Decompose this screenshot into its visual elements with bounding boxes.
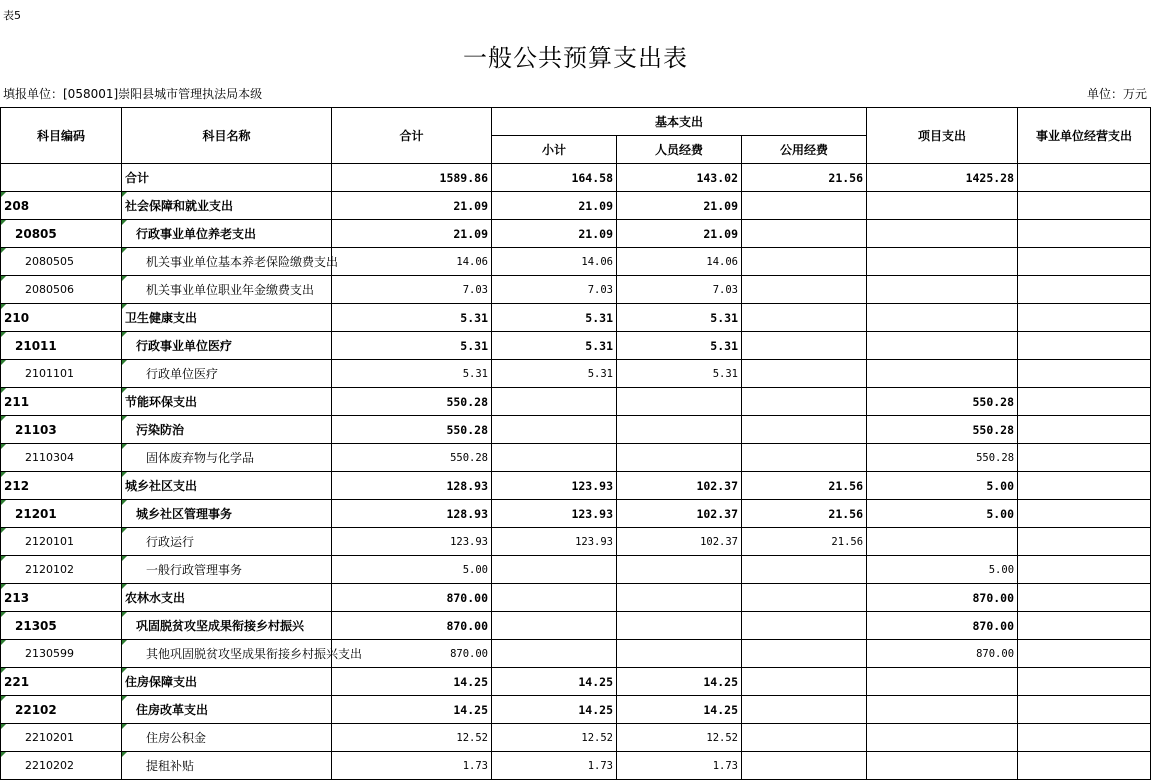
cell-project: 870.00 [867,640,1018,668]
cell-business [1018,668,1151,696]
page-title: 一般公共预算支出表 [463,44,688,72]
cell-subtotal: 7.03 [492,276,617,304]
cell-code: 212 [1,472,122,500]
table-row [1,640,1151,668]
table-row [1,220,1151,248]
cell-public [742,696,867,724]
cell-public [742,220,867,248]
cell-code: 21201 [1,500,122,528]
cell-business [1018,248,1151,276]
cell-name: 机关事业单位职业年金缴费支出 [122,276,332,304]
cell-subtotal: 12.52 [492,724,617,752]
cell-project [867,304,1018,332]
cell-code: 21011 [1,332,122,360]
cell-personnel [617,584,742,612]
cell-public: 21.56 [742,472,867,500]
cell-total: 550.28 [332,416,492,444]
cell-project [867,724,1018,752]
cell-personnel: 5.31 [617,360,742,388]
cell-subtotal: 5.31 [492,304,617,332]
cell-personnel: 12.52 [617,724,742,752]
table-row [1,668,1151,696]
cell-project [867,668,1018,696]
cell-project: 870.00 [867,584,1018,612]
table-row [1,696,1151,724]
cell-subtotal: 123.93 [492,528,617,556]
cell-business [1018,388,1151,416]
cell-name: 污染防治 [122,416,332,444]
cell-code: 2110304 [1,444,122,472]
cell-project: 870.00 [867,612,1018,640]
cell-name: 巩固脱贫攻坚成果衔接乡村振兴 [122,612,332,640]
cell-code: 210 [1,304,122,332]
cell-public: 21.56 [742,528,867,556]
cell-public: 21.56 [742,500,867,528]
table-row [1,416,1151,444]
cell-public [742,556,867,584]
cell-subtotal: 14.25 [492,696,617,724]
cell-business [1018,416,1151,444]
cell-personnel: 5.31 [617,304,742,332]
cell-name: 合计 [122,164,332,192]
cell-personnel [617,388,742,416]
cell-subtotal: 5.31 [492,332,617,360]
cell-personnel: 14.06 [617,248,742,276]
cell-name: 城乡社区管理事务 [122,500,332,528]
cell-business [1018,640,1151,668]
header-name: 科目名称 [122,108,332,164]
cell-project [867,752,1018,780]
currency-unit: 单位：万元 [1086,87,1147,101]
cell-public [742,668,867,696]
cell-project [867,696,1018,724]
table-row [1,724,1151,752]
cell-total: 128.93 [332,500,492,528]
cell-personnel [617,612,742,640]
table-body [1,164,1151,780]
cell-total: 870.00 [332,612,492,640]
cell-business [1018,584,1151,612]
cell-name: 住房公积金 [122,724,332,752]
cell-subtotal: 21.09 [492,192,617,220]
cell-code: 21103 [1,416,122,444]
header-project: 项目支出 [867,108,1018,164]
cell-code: 2210202 [1,752,122,780]
cell-business [1018,192,1151,220]
cell-project [867,332,1018,360]
cell-public [742,584,867,612]
cell-code: 2080505 [1,248,122,276]
cell-personnel: 102.37 [617,500,742,528]
cell-name: 机关事业单位基本养老保险缴费支出 [122,248,332,276]
cell-personnel: 143.02 [617,164,742,192]
cell-subtotal: 14.25 [492,668,617,696]
table-row [1,752,1151,780]
cell-personnel: 14.25 [617,668,742,696]
header-total: 合计 [332,108,492,164]
cell-name: 农林水支出 [122,584,332,612]
table-row [1,528,1151,556]
cell-code: 20805 [1,220,122,248]
cell-business [1018,332,1151,360]
cell-subtotal: 123.93 [492,472,617,500]
table-row [1,388,1151,416]
cell-personnel: 1.73 [617,752,742,780]
cell-public [742,640,867,668]
cell-project: 1425.28 [867,164,1018,192]
reporting-unit: 填报单位：[058001]崇阳县城市管理执法局本级 [3,87,263,101]
cell-code: 2101101 [1,360,122,388]
table-row [1,248,1151,276]
cell-code: 208 [1,192,122,220]
cell-business [1018,556,1151,584]
cell-project: 550.28 [867,416,1018,444]
cell-public [742,752,867,780]
cell-project: 5.00 [867,472,1018,500]
header-public: 公用经费 [742,136,867,164]
cell-subtotal [492,416,617,444]
cell-project [867,192,1018,220]
table-row [1,444,1151,472]
table-row [1,472,1151,500]
cell-total: 21.09 [332,192,492,220]
cell-business [1018,276,1151,304]
table-row [1,584,1151,612]
cell-subtotal [492,640,617,668]
cell-subtotal [492,612,617,640]
cell-business [1018,612,1151,640]
cell-total: 5.31 [332,304,492,332]
cell-public [742,304,867,332]
cell-total: 12.52 [332,724,492,752]
cell-personnel: 5.31 [617,332,742,360]
cell-business [1018,528,1151,556]
cell-name: 一般行政管理事务 [122,556,332,584]
cell-subtotal [492,584,617,612]
cell-project: 550.28 [867,444,1018,472]
cell-total: 870.00 [332,640,492,668]
cell-code: 211 [1,388,122,416]
table-row [1,164,1151,192]
cell-total: 1589.86 [332,164,492,192]
cell-personnel [617,640,742,668]
cell-project [867,276,1018,304]
cell-total: 21.09 [332,220,492,248]
table-row [1,612,1151,640]
cell-personnel: 102.37 [617,472,742,500]
cell-business [1018,164,1151,192]
cell-code: 2210201 [1,724,122,752]
cell-total: 14.25 [332,668,492,696]
cell-name: 固体废弃物与化学品 [122,444,332,472]
cell-subtotal: 164.58 [492,164,617,192]
table-row [1,304,1151,332]
cell-name: 住房改革支出 [122,696,332,724]
cell-public [742,444,867,472]
cell-public [742,332,867,360]
header-subtotal: 小计 [492,136,617,164]
cell-name: 社会保障和就业支出 [122,192,332,220]
cell-code: 2080506 [1,276,122,304]
cell-subtotal: 21.09 [492,220,617,248]
cell-subtotal: 5.31 [492,360,617,388]
cell-business [1018,220,1151,248]
cell-name: 提租补贴 [122,752,332,780]
cell-code [1,164,122,192]
table-row [1,332,1151,360]
cell-name: 城乡社区支出 [122,472,332,500]
cell-total: 550.28 [332,388,492,416]
cell-business [1018,752,1151,780]
cell-code: 21305 [1,612,122,640]
cell-personnel [617,444,742,472]
cell-public [742,192,867,220]
table-row [1,500,1151,528]
cell-code: 213 [1,584,122,612]
table-row [1,276,1151,304]
table-row [1,192,1151,220]
cell-total: 5.00 [332,556,492,584]
cell-public [742,416,867,444]
cell-name: 行政事业单位养老支出 [122,220,332,248]
cell-personnel: 102.37 [617,528,742,556]
header-personnel: 人员经费 [617,136,742,164]
cell-total: 5.31 [332,360,492,388]
table-row [1,360,1151,388]
cell-total: 5.31 [332,332,492,360]
cell-name: 住房保障支出 [122,668,332,696]
cell-total: 550.28 [332,444,492,472]
cell-code: 2130599 [1,640,122,668]
cell-project [867,248,1018,276]
cell-name: 行政事业单位医疗 [122,332,332,360]
cell-code: 22102 [1,696,122,724]
cell-business [1018,472,1151,500]
cell-name: 行政单位医疗 [122,360,332,388]
cell-subtotal: 14.06 [492,248,617,276]
cell-public: 21.56 [742,164,867,192]
cell-public [742,724,867,752]
header-business: 事业单位经营支出 [1018,108,1151,164]
cell-subtotal: 123.93 [492,500,617,528]
cell-personnel: 7.03 [617,276,742,304]
cell-project: 5.00 [867,500,1018,528]
cell-personnel: 14.25 [617,696,742,724]
cell-total: 14.06 [332,248,492,276]
cell-business [1018,304,1151,332]
cell-code: 221 [1,668,122,696]
cell-project [867,220,1018,248]
cell-personnel [617,556,742,584]
cell-business [1018,696,1151,724]
cell-public [742,248,867,276]
header-basic: 基本支出 [492,108,867,136]
cell-total: 123.93 [332,528,492,556]
cell-public [742,276,867,304]
cell-project: 5.00 [867,556,1018,584]
cell-project: 550.28 [867,388,1018,416]
cell-code: 2120101 [1,528,122,556]
cell-total: 14.25 [332,696,492,724]
cell-business [1018,724,1151,752]
cell-subtotal [492,388,617,416]
cell-personnel: 21.09 [617,220,742,248]
cell-code: 2120102 [1,556,122,584]
cell-name: 其他巩固脱贫攻坚成果衔接乡村振兴支出 [122,640,332,668]
cell-public [742,612,867,640]
cell-name: 节能环保支出 [122,388,332,416]
cell-subtotal: 1.73 [492,752,617,780]
cell-personnel: 21.09 [617,192,742,220]
cell-total: 1.73 [332,752,492,780]
cell-business [1018,444,1151,472]
cell-subtotal [492,444,617,472]
table-row [1,556,1151,584]
cell-business [1018,500,1151,528]
cell-name: 行政运行 [122,528,332,556]
cell-total: 7.03 [332,276,492,304]
budget-table [0,107,1151,780]
cell-personnel [617,416,742,444]
header-code: 科目编码 [1,108,122,164]
cell-name: 卫生健康支出 [122,304,332,332]
cell-project [867,360,1018,388]
cell-subtotal [492,556,617,584]
cell-public [742,360,867,388]
cell-project [867,528,1018,556]
cell-public [742,388,867,416]
cell-total: 870.00 [332,584,492,612]
table-number: 表5 [3,9,21,22]
cell-business [1018,360,1151,388]
cell-total: 128.93 [332,472,492,500]
